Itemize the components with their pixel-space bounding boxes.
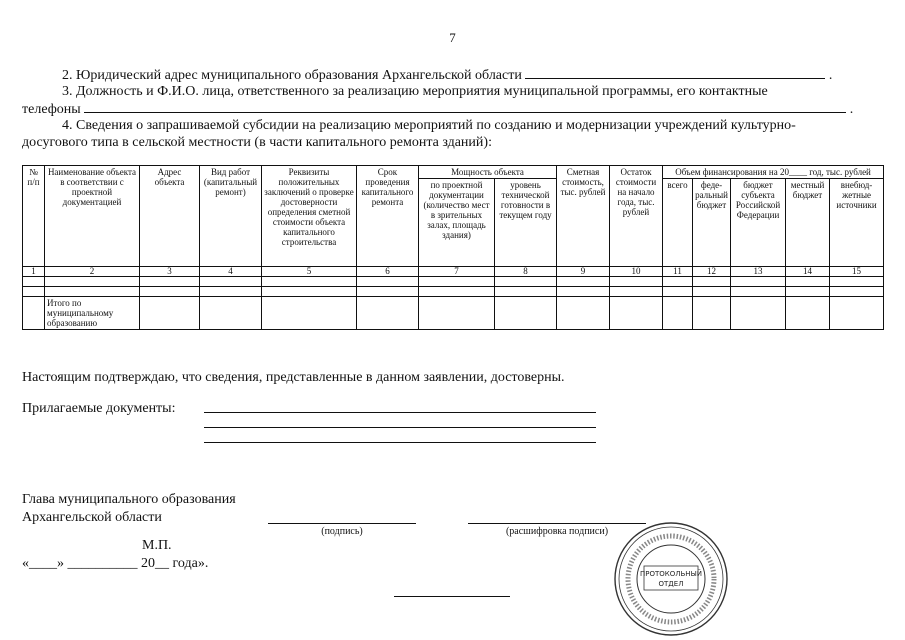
col-number: 5 xyxy=(262,267,357,277)
phones-label: телефоны xyxy=(22,102,81,117)
head-title-line2: Архангельской области xyxy=(22,510,162,525)
col-number: 6 xyxy=(357,267,419,277)
col-number: 10 xyxy=(610,267,663,277)
col-number: 13 xyxy=(731,267,786,277)
header-requisites: Реквизиты положительных заключений о проверке достоверности определения сметной стоимости объекта капитального строительства xyxy=(262,166,357,267)
col-number: 12 xyxy=(693,267,731,277)
signature-line xyxy=(268,523,416,524)
svg-text:ПРОТОКОЛЬНЫЙ: ПРОТОКОЛЬНЫЙ xyxy=(639,570,703,578)
attached-documents-label: Прилагаемые документы: xyxy=(22,401,176,416)
page-number: 7 xyxy=(449,30,456,45)
total-label: Итого по муниципальному образованию xyxy=(45,297,140,330)
phones-blank xyxy=(84,100,846,113)
attached-line-3 xyxy=(204,442,596,443)
header-financing: Объем финансирования на 20____ год, тыс. рублей xyxy=(663,166,884,179)
paragraph-responsible-person-line1: 3. Должность и Ф.И.О. лица, ответственного за реализацию мероприятия муниципальной программы, его контактные xyxy=(62,84,768,99)
col-number: 9 xyxy=(557,267,610,277)
attached-line-2 xyxy=(204,427,596,428)
col-number: 15 xyxy=(830,267,884,277)
header-fin-local: местный бюджет xyxy=(786,179,830,267)
table-row xyxy=(23,277,884,287)
header-fin-external: внебюд-жетные источники xyxy=(830,179,884,267)
subsidy-table xyxy=(22,165,884,330)
legal-address-label: 2. Юридический адрес муниципального образования Архангельской области xyxy=(62,68,522,83)
head-title-line1: Глава муниципального образования xyxy=(22,492,236,507)
column-numbers-row xyxy=(23,267,884,277)
phones-end: . xyxy=(849,102,854,117)
decode-signature-caption: (расшифровка подписи) xyxy=(505,526,609,537)
col-number: 14 xyxy=(786,267,830,277)
header-fin-regional: бюджет субъекта Российской Федерации xyxy=(731,179,786,267)
attached-line-1 xyxy=(204,412,596,413)
col-number: 1 xyxy=(23,267,45,277)
paragraph-subsidy-line2: досугового типа в сельской местности (в части капитального ремонта зданий): xyxy=(22,135,492,150)
header-fin-total: всего xyxy=(663,179,693,267)
legal-address-blank xyxy=(525,66,825,79)
header-estimated-cost: Сметная стоимость, тыс. рублей xyxy=(557,166,610,267)
seal-place-label: М.П. xyxy=(142,538,172,553)
date-line: «____» __________ 20__ года». xyxy=(22,556,209,571)
svg-text:ОТДЕЛ: ОТДЕЛ xyxy=(658,580,684,588)
paragraph-subsidy-line1: 4. Сведения о запрашиваемой субсидии на реализацию мероприятий по созданию и модернизации учреждений культурно- xyxy=(62,118,796,133)
paragraph-responsible-person-line2 xyxy=(22,100,892,118)
legal-address-end: . xyxy=(828,68,833,83)
signature-caption: (подпись) xyxy=(321,526,363,537)
col-number: 11 xyxy=(663,267,693,277)
header-power-doc: по проектной документации (количество мест в зрительных залах, площадь здания) xyxy=(419,179,495,267)
header-name: Наименование объекта в соответствии с проектной документацией xyxy=(45,166,140,267)
col-number: 4 xyxy=(200,267,262,277)
paragraph-legal-address xyxy=(62,66,892,84)
col-number: 2 xyxy=(45,267,140,277)
table-row xyxy=(23,287,884,297)
header-power-ready: уровень технической готовности в текущем году xyxy=(495,179,557,267)
col-number: 8 xyxy=(495,267,557,277)
stamp-seal-icon xyxy=(612,520,730,638)
header-work-type: Вид работ (капитальный ремонт) xyxy=(200,166,262,267)
header-remaining-cost: Остаток стоимости на начало года, тыс. рублей xyxy=(610,166,663,267)
confirmation-text: Настоящим подтверждаю, что сведения, представленные в данном заявлении, достоверны. xyxy=(22,370,565,385)
header-term: Срок проведения капитального ремонта xyxy=(357,166,419,267)
header-address: Адрес объекта xyxy=(140,166,200,267)
col-number: 7 xyxy=(419,267,495,277)
bottom-signature-line xyxy=(394,596,510,597)
header-power: Мощность объекта xyxy=(419,166,557,179)
header-fin-federal: феде-ральный бюджет xyxy=(693,179,731,267)
col-number: 3 xyxy=(140,267,200,277)
total-row xyxy=(23,297,884,330)
header-num: № п/п xyxy=(23,166,45,267)
